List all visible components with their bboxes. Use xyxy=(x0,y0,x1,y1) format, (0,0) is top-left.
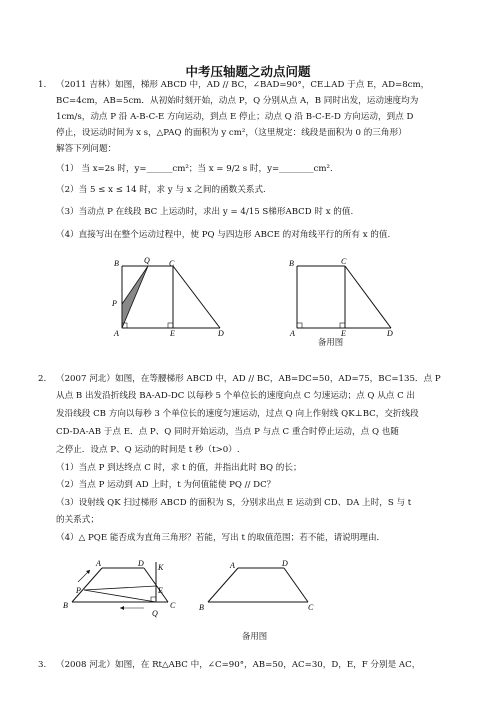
page-title: 中考压轴题之动点问题 xyxy=(185,64,311,79)
point-label-c: C xyxy=(170,601,176,610)
problem-2-line: CD-DA-AB 于点 E．点 P、Q 同时开始运动，当点 P 与点 C 重合时停止运动，点 Q 也随 xyxy=(56,427,399,437)
backup-figure-caption: 备用图 xyxy=(318,337,344,347)
point-label-d: D xyxy=(387,329,393,338)
problem-2-line: （2007 河北）如图，在等腰梯形 ABCD 中，AD // BC，AB=DC=50，AD=75，BC=135．点 P xyxy=(56,374,441,384)
problem-3-number: 3. xyxy=(38,660,47,670)
problem-1-backup-figure xyxy=(283,254,413,344)
point-label-c: C xyxy=(169,259,175,268)
problem-1-number: 1. xyxy=(38,80,47,90)
problem-1-line: 停止，设运动时间为 x s，△PAQ 的面积为 y cm²，（这里规定：线段是面积为 0 的三角形） xyxy=(56,128,407,138)
problem-2-question-2: （2）当点 P 运动到 AD 上时，t 为何值能使 PQ // DC？ xyxy=(56,480,276,490)
problem-2-line: 发沿线段 CB 方向以每秒 3 个单位长的速度匀速运动，过点 Q 向上作射线 QK⊥BC，交折线段 xyxy=(56,409,419,419)
point-label-b: B xyxy=(289,259,294,268)
point-label-d: D xyxy=(282,559,288,568)
problem-3-line: （2008 河北）如图，在 Rt△ABC 中，∠C=90°，AB=50，AC=30，D，E，F 分别是 AC， xyxy=(56,660,421,670)
triangle-paq-shaded xyxy=(122,266,148,328)
problem-2-question-1: （1）当点 P 到达终点 C 时，求 t 的值，并指出此时 BQ 的长； xyxy=(56,463,302,473)
point-label-q: Q xyxy=(152,609,158,618)
problem-2-question-4: （4）△ PQE 能否成为直角三角形？若能，写出 t 的取值范围；若不能，请说明理由． xyxy=(56,533,386,543)
point-label-a: A xyxy=(230,561,235,570)
point-label-p: P xyxy=(112,299,117,308)
point-label-a: A xyxy=(114,329,119,338)
point-label-e: E xyxy=(158,586,163,595)
point-label-c: C xyxy=(308,603,314,612)
point-label-d: D xyxy=(138,559,144,568)
point-label-c: C xyxy=(341,257,347,266)
point-label-p: P xyxy=(76,586,81,595)
problem-2-figure xyxy=(60,556,190,624)
problem-1-line: BC=4cm，AB=5cm．从初始时刻开始，动点 P，Q 分别从点 A，B 同时出发，运动速度均为 xyxy=(56,96,419,106)
backup-figure-caption: 备用图 xyxy=(242,631,268,641)
point-label-k: K xyxy=(158,563,164,572)
point-label-a: A xyxy=(96,559,101,568)
problem-1-question-4: （4）直接写出在整个运动过程中，使 PQ 与四边形 ABCE 的对角线平行的所有 x 的值. xyxy=(56,230,391,240)
point-label-e: E xyxy=(170,329,175,338)
problem-1-line: （2011 吉林）如图，梯形 ABCD 中，AD // BC，∠BAD=90°，CE⊥AD 于点 E，AD=8cm， xyxy=(56,80,430,90)
problem-1-question-3: （3）当动点 P 在线段 BC 上运动时，求出 y = 4/15 S梯形ABCD 时 x 的值. xyxy=(56,207,354,217)
problem-1-line: 1cm/s，动点 P 沿 A-B-C-E 方向运动，到点 E 停止；动点 Q 沿 B-C-E-D 方向运动，到点 D xyxy=(56,112,414,122)
problem-2-backup-figure xyxy=(196,556,326,624)
point-label-d: D xyxy=(218,329,224,338)
problem-2-question-3: （3）设射线 QK 扫过梯形 ABCD 的面积为 S，分别求出点 E 运动到 CD、DA 上时，S 与 t xyxy=(56,498,412,508)
problem-2-line: 从点 B 出发沿折线段 BA-AD-DC 以每秒 5 个单位长的速度向点 C 匀速运动；点 Q 从点 C 出 xyxy=(56,391,416,401)
point-label-q: Q xyxy=(144,256,150,265)
point-label-e: E xyxy=(341,329,346,338)
point-label-a: A xyxy=(290,329,295,338)
problem-2-number: 2. xyxy=(38,374,47,384)
point-label-b: B xyxy=(63,601,68,610)
point-label-b: B xyxy=(199,603,204,612)
point-label-b: B xyxy=(114,259,119,268)
problem-2-question-3-cont: 的关系式； xyxy=(56,515,99,525)
problem-2-line: 之停止．设点 P、Q 运动的时间是 t 秒（t>0）. xyxy=(56,445,240,455)
problem-1-question-2: （2）当 5 ≤ x ≤ 14 时，求 y 与 x 之间的函数关系式. xyxy=(56,185,266,195)
problem-1-line: 解答下列问题： xyxy=(56,144,117,154)
problem-1-figure xyxy=(108,254,238,344)
problem-1-question-1: （1） 当 x=2s 时，y=______cm²；当 x = 9/2 s 时，y=________cm². xyxy=(56,164,333,174)
